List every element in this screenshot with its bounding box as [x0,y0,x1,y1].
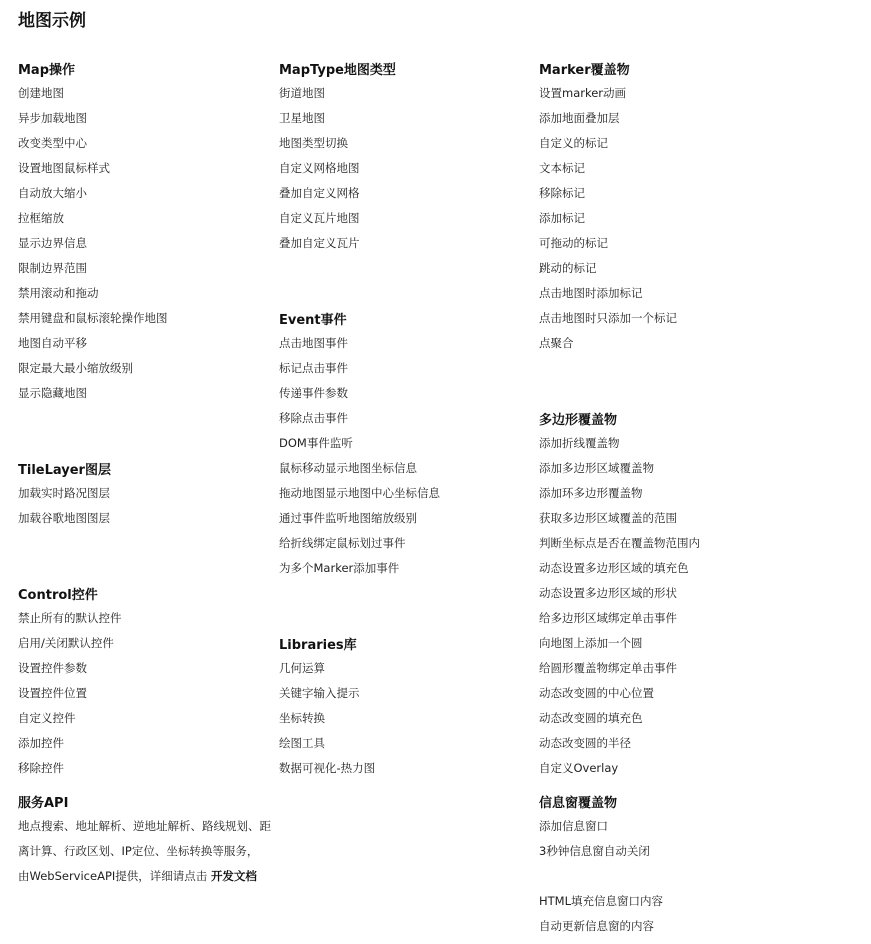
service-api-provider-text: 由WebServiceAPI提供，详细请点击 [18,869,208,883]
example-link[interactable]: HTML填充信息窗口内容 [539,894,664,908]
page-title: 地图示例 [18,11,86,31]
example-link[interactable]: 异步加载地图 [18,111,87,125]
example-link[interactable]: 设置控件位置 [18,686,87,700]
example-link[interactable]: 为多个Marker添加事件 [279,561,400,575]
example-link[interactable]: 加载谷歌地图图层 [18,511,110,525]
example-link[interactable]: 地图类型切换 [279,136,348,150]
example-link[interactable]: 添加多边形区域覆盖物 [539,461,654,475]
example-link[interactable]: 给多边形区域绑定单击事件 [539,611,677,625]
example-link[interactable]: 点聚合 [539,336,574,350]
section-title: Control控件 [18,588,98,603]
example-link[interactable]: 自定义控件 [18,711,76,725]
example-link[interactable]: 显示隐藏地图 [18,386,87,400]
example-link[interactable]: 获取多边形区域覆盖的范围 [539,511,677,525]
section-title: Map操作 [18,63,76,78]
example-link[interactable]: 动态改变圆的填充色 [539,711,643,725]
example-link[interactable]: 关键字输入提示 [279,686,360,700]
example-link[interactable]: 自定义网格地图 [279,161,360,175]
example-link[interactable]: 鼠标移动显示地图坐标信息 [279,461,417,475]
section-infowindow [539,794,839,939]
example-link[interactable]: 文本标记 [539,161,585,175]
example-link[interactable]: 点击地图时只添加一个标记 [539,311,677,325]
example-link[interactable]: 拖动地图显示地图中心坐标信息 [279,486,440,500]
example-link[interactable]: 向地图上添加一个圆 [539,636,643,650]
example-link[interactable]: 动态改变圆的中心位置 [539,686,654,700]
section-title: TileLayer图层 [18,463,111,478]
section-title: 服务API [18,796,69,811]
service-api-description [18,814,273,889]
item-list [539,81,839,356]
example-link[interactable]: 启用/关闭默认控件 [18,636,114,650]
example-link[interactable]: 设置控件参数 [18,661,87,675]
example-link[interactable]: 改变类型中心 [18,136,87,150]
example-link[interactable]: 禁用键盘和鼠标滚轮操作地图 [18,311,168,325]
example-link[interactable]: 自动更新信息窗的内容 [539,919,654,933]
item-list [18,481,273,531]
section-tilelayer [18,461,273,531]
example-link[interactable]: 动态改变圆的半径 [539,736,631,750]
example-link[interactable]: 可拖动的标记 [539,236,608,250]
example-link[interactable]: 叠加自定义瓦片 [279,236,360,250]
example-link[interactable]: 移除标记 [539,186,585,200]
example-link[interactable]: 自定义Overlay [539,761,619,775]
example-link[interactable]: DOM事件监听 [279,436,353,450]
item-list [539,431,839,781]
section-maptype [279,61,534,256]
example-link[interactable]: 移除点击事件 [279,411,348,425]
section-marker [539,61,839,356]
example-link[interactable]: 叠加自定义网格 [279,186,360,200]
example-link[interactable]: 自定义的标记 [539,136,608,150]
example-link[interactable]: 加载实时路况图层 [18,486,110,500]
dev-docs-link[interactable]: 开发文档 [210,869,257,883]
example-link[interactable]: 传递事件参数 [279,386,348,400]
example-link[interactable]: 添加控件 [18,736,64,750]
section-title: Marker覆盖物 [539,63,630,78]
item-list [279,656,534,781]
example-link[interactable]: 点击地图时添加标记 [539,286,643,300]
example-link[interactable]: 显示边界信息 [18,236,87,250]
section-title: Event事件 [279,313,347,328]
example-link[interactable]: 限定最大最小缩放级别 [18,361,133,375]
example-link[interactable]: 拉框缩放 [18,211,64,225]
example-link[interactable]: 给折线绑定鼠标划过事件 [279,536,406,550]
example-link[interactable]: 跳动的标记 [539,261,597,275]
example-link[interactable]: 自定义瓦片地图 [279,211,360,225]
example-link[interactable]: 自动放大缩小 [18,186,87,200]
example-link[interactable]: 添加信息窗口 [539,819,608,833]
example-link[interactable]: 通过事件监听地图缩放级别 [279,511,417,525]
example-link[interactable]: 禁用滚动和拖动 [18,286,99,300]
item-list [18,606,273,781]
section-map-operations [18,61,273,406]
section-title: MapType地图类型 [279,63,396,78]
item-list [279,331,534,581]
example-link[interactable]: 动态设置多边形区域的填充色 [539,561,689,575]
example-link[interactable]: 限制边界范围 [18,261,87,275]
section-title: 多边形覆盖物 [539,413,618,428]
example-link[interactable]: 绘图工具 [279,736,325,750]
example-link[interactable]: 移除控件 [18,761,64,775]
example-link[interactable]: 添加地面叠加层 [539,111,620,125]
example-link[interactable]: 动态设置多边形区域的形状 [539,586,677,600]
section-title: 信息窗覆盖物 [539,796,618,811]
example-link[interactable]: 3秒钟信息窗自动关闭 [539,844,650,858]
item-list [539,814,839,939]
service-api-description-text: 地点搜索、地址解析、逆地址解析、路线规划、距离计算、行政区划、IP定位、坐标转换等服务， [18,819,271,858]
example-link[interactable]: 街道地图 [279,86,325,100]
example-link[interactable]: 添加标记 [539,211,585,225]
example-link[interactable]: 设置地图鼠标样式 [18,161,110,175]
item-list [279,81,534,256]
example-link[interactable]: 数据可视化-热力图 [279,761,376,775]
section-service-api [18,794,273,889]
example-link[interactable]: 地图自动平移 [18,336,87,350]
section-control [18,586,273,781]
section-libraries [279,636,534,781]
example-link[interactable]: 几何运算 [279,661,325,675]
example-link[interactable]: 添加环多边形覆盖物 [539,486,643,500]
example-link [539,864,839,889]
section-polygon [539,411,839,781]
example-link[interactable]: 点击地图事件 [279,336,348,350]
example-link[interactable]: 创建地图 [18,86,64,100]
example-link[interactable]: 坐标转换 [279,711,325,725]
example-link[interactable]: 禁止所有的默认控件 [18,611,122,625]
example-link[interactable]: 卫星地图 [279,111,325,125]
example-link[interactable]: 添加折线覆盖物 [539,436,620,450]
item-list [18,81,273,406]
example-link[interactable]: 设置marker动画 [539,86,627,100]
example-link[interactable]: 判断坐标点是否在覆盖物范围内 [539,536,700,550]
section-event [279,311,534,581]
section-title: Libraries库 [279,638,357,653]
example-link[interactable]: 标记点击事件 [279,361,348,375]
example-link[interactable]: 给圆形覆盖物绑定单击事件 [539,661,677,675]
